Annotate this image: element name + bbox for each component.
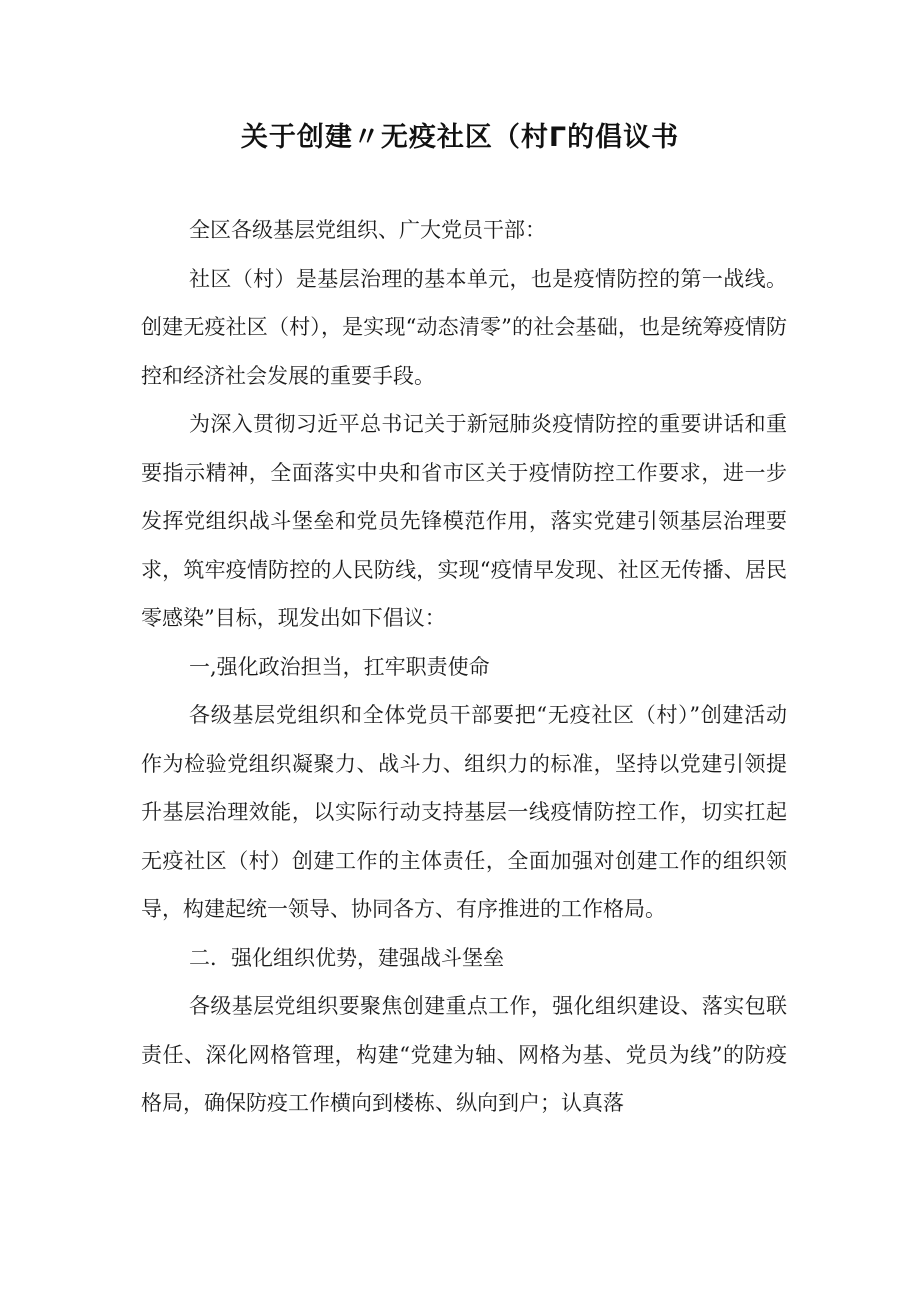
section-heading-1: 一,强化政治担当，扛牢职责使命 (189, 654, 490, 679)
paragraph-intro: 社区（村）是基层治理的基本单元，也是疫情防控的第一战线。创建无疫社区（村），是实现“动态清零”的社会基础，也是统筹疫情防控和经济社会发展的重要手段。 (141, 266, 787, 388)
section-body-1: 各级基层党组织和全体党员干部要把“无疫社区（村）”创建活动作为检验党组织凝聚力、战斗力、组织力的标准，坚持以党建引领提升基层治理效能，以实际行动支持基层一线疫情防控工作，切实扛起无疫社区（村）创建工作的主体责任，全面加强对创建工作的组织领导，构建起统一领导、协同各方、有序推进的工作格局。 (141, 703, 787, 921)
section-body-2: 各级基层党组织要聚焦创建重点工作，强化组织建设、落实包联责任、深化网格管理，构建“党建为轴、网格为基、党员为线”的防疫格局，确保防疫工作横向到楼栋、纵向到户；认真落 (141, 994, 787, 1115)
salutation: 全区各级基层党组织、广大党员干部： (189, 218, 546, 242)
document-title: 关于创建〃无疫社区（村Γ的倡议书 (240, 122, 680, 153)
document-body (141, 206, 787, 1128)
section-heading-2: 二．强化组织优势，建强战斗堡垒 (189, 945, 504, 970)
paragraph-purpose: 为深入贯彻习近平总书记关于新冠肺炎疫情防控的重要讲话和重要指示精神，全面落实中央和省市区关于疫情防控工作要求，进一步发挥党组织战斗堡垒和党员先锋模范作用，落实党建引领基层治理要求，筑牢疫情防控的人民防线，实现“疫情早发现、社区无传播、居民零感染”目标，现发出如下倡议： (141, 412, 787, 630)
